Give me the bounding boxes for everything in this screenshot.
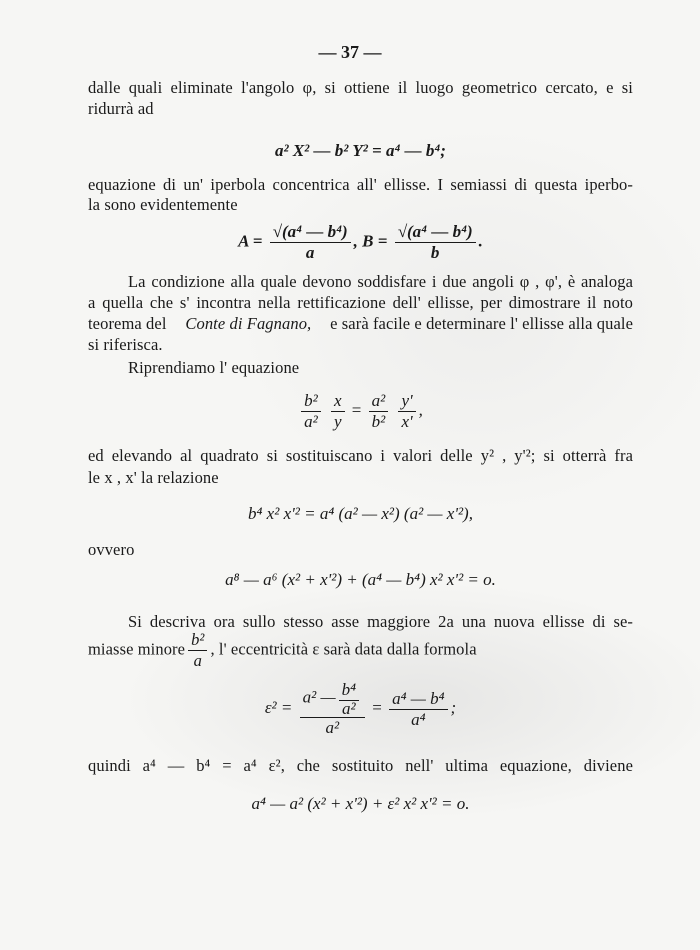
denominator: a² <box>325 718 340 737</box>
equation-ovvero: a⁸ — a⁶ (x² + x'²) + (a⁴ — b⁴) x² x'² = o. <box>225 570 496 589</box>
text-line: Si descriva ora sullo stesso asse maggiore 2a una nuova ellisse di se- <box>128 612 633 631</box>
denominator: a⁴ <box>411 709 426 729</box>
text-segment: , l' eccentricità ε sarà data dalla formola <box>210 639 477 659</box>
text-line: si riferisca. <box>88 335 163 354</box>
denominator: a <box>305 243 315 262</box>
fraction <box>188 630 207 671</box>
text-line: a quella che s' incontra nella rettificazione dell' ellisse, per dimostrare il noto <box>88 293 633 312</box>
fraction <box>300 680 365 738</box>
denominator: b² <box>371 412 386 431</box>
eq-term: . <box>478 231 483 251</box>
eq-term: , <box>418 400 423 420</box>
text-line <box>88 314 633 334</box>
eq-term: , <box>353 231 358 251</box>
text-line: dalle quali eliminate l'angolo φ, si ottiene il luogo geometrico cercato, e si <box>88 78 633 97</box>
denominator: b <box>430 243 440 262</box>
numerator: √(a⁴ — b⁴) <box>395 222 476 243</box>
text-line <box>88 630 633 671</box>
eq-term: A = <box>238 231 263 251</box>
fraction <box>301 391 321 432</box>
numerator: b² <box>301 391 321 412</box>
equation-semiaxes <box>88 222 633 263</box>
eq-term: ; <box>450 697 457 717</box>
denominator: x' <box>401 412 413 431</box>
page-number: — 37 — <box>318 42 382 62</box>
text-line: ed elevando al quadrato si sostituiscano i valori delle y² , y'²; si otterrà fra <box>88 446 633 465</box>
text-line: quindi a⁴ — b⁴ = a⁴ ε², che sostituito nell' ultima equazione, diviene <box>88 756 633 775</box>
text-line: Riprendiamo l' equazione <box>128 358 300 377</box>
fraction <box>369 391 389 432</box>
numerator: a⁴ — b⁴ <box>389 689 447 710</box>
italic-name: Conte di Fagnano, <box>185 314 312 333</box>
denominator: y <box>333 412 342 431</box>
text-segment: miasse minore <box>88 639 186 659</box>
equation-relation: b⁴ x² x'² = a⁴ (a² — x²) (a² — x'²), <box>248 504 473 523</box>
text-line: ridurrà ad <box>88 99 154 118</box>
equals-sign: = <box>372 697 382 717</box>
eq-term: ε² = <box>264 697 293 717</box>
fraction <box>331 391 345 432</box>
eq-term: a² — <box>302 687 336 707</box>
text-segment: e sarà facile e determinare l' ellisse alla quale <box>330 314 633 333</box>
denominator: a <box>193 651 202 670</box>
denominator: a² <box>304 412 318 431</box>
equation-eccentricity <box>88 680 633 738</box>
numerator <box>300 680 365 718</box>
text-line: ovvero <box>88 540 135 559</box>
fraction <box>339 680 359 717</box>
text-line: equazione di un' iperbola concentrica all' ellisse. I semiassi di questa iperbo- <box>88 175 633 194</box>
numerator: b² <box>188 630 207 651</box>
text-segment: teorema del <box>88 314 167 333</box>
text-line: la sono evidentemente <box>88 195 238 214</box>
equals-sign: = <box>351 400 362 420</box>
equation-hyperbola: a² X² — b² Y² = a⁴ — b⁴; <box>275 141 446 160</box>
numerator: b⁴ <box>339 680 359 701</box>
fraction <box>270 222 351 263</box>
numerator: y' <box>398 391 415 412</box>
equation-ratio <box>88 391 633 432</box>
numerator: a² <box>369 391 389 412</box>
text-line: La condizione alla quale devono soddisfare i due angoli φ , φ', è analoga <box>128 272 633 291</box>
fraction <box>395 222 476 263</box>
numerator: √(a⁴ — b⁴) <box>270 222 351 243</box>
equation-final: a⁴ — a² (x² + x'²) + ε² x² x'² = o. <box>251 794 470 813</box>
numerator: x <box>331 391 345 412</box>
fraction <box>389 689 447 730</box>
fraction <box>398 391 415 432</box>
denominator: a² <box>341 699 356 718</box>
eq-term: B = <box>362 231 388 251</box>
text-line: le x , x' la relazione <box>88 468 219 487</box>
